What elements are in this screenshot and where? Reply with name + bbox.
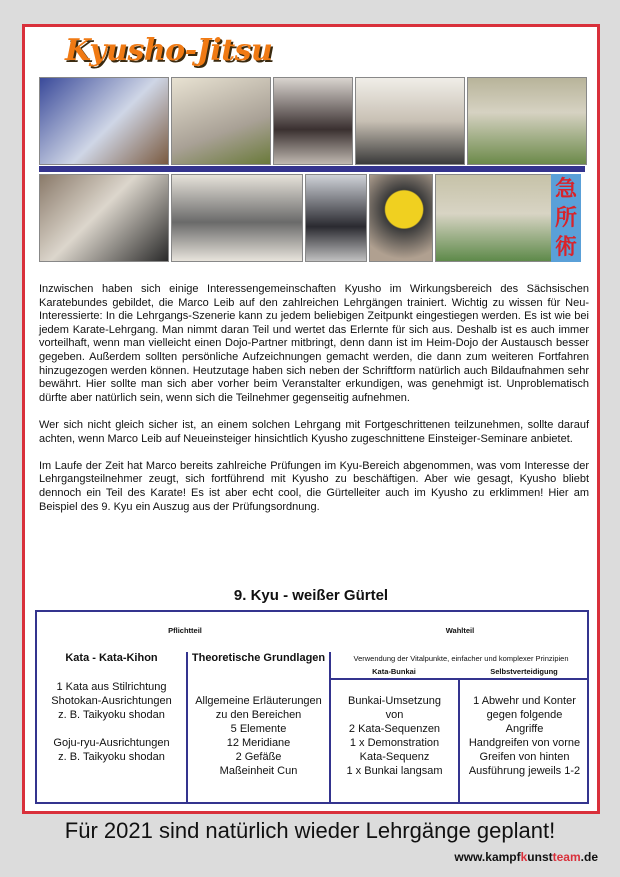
- kata-kihon-header: Kata - Kata-Kihon: [65, 652, 158, 664]
- photo-floor-technique: [355, 77, 465, 165]
- list-item: z. B. Taikyoku shodan: [58, 709, 165, 721]
- list-item: Angriffe: [505, 723, 544, 735]
- website-prefix: www.: [454, 850, 486, 864]
- list-item: z. B. Taikyoku shodan: [58, 751, 165, 763]
- list-item: 5 Elemente: [230, 723, 287, 735]
- kanji-2: 所: [554, 204, 577, 231]
- article-body: [39, 283, 589, 514]
- kata-kihon-list-b: [37, 736, 186, 764]
- photo-strip-bottom: [39, 174, 585, 262]
- flyer-page: [22, 24, 600, 814]
- pflichtteil-header: Pflichtteil: [168, 626, 202, 635]
- list-item: 1 Kata aus Stilrichtung: [56, 681, 167, 693]
- photo-yellow-pad: [369, 174, 433, 262]
- website-part-a: kampf: [485, 850, 521, 864]
- list-item: Kata-Sequenz: [359, 751, 430, 763]
- theorie-header: Theoretische Grundlagen: [191, 652, 326, 664]
- list-item: Handgreifen von vorne: [468, 737, 581, 749]
- photo-strip-top: [39, 77, 585, 165]
- kyusho-jitsu-logo: Kyusho-Jitsu: [65, 33, 273, 68]
- photo-hall-wide: [435, 174, 557, 262]
- photo-divider-bar: [39, 166, 585, 172]
- paragraph-2: Wer sich nicht gleich sicher ist, an einem solchen Lehrgang mit Fortgeschrittenen teilzunehmen, sollte darauf achten, wenn Marco Leib auf Neueinsteiger hinsichtlich Kyusho zugeschnittene Einsteiger-Seminare anbietet.: [39, 418, 589, 445]
- photo-tattoo-partners: [39, 174, 169, 262]
- website-part-b: k: [520, 850, 528, 864]
- kata-kihon-list-a: [37, 680, 186, 722]
- list-item: Shotokan-Ausrichtungen: [51, 695, 172, 707]
- photo-group-overview: [467, 77, 587, 165]
- table-divider: [329, 678, 587, 680]
- kanji-emblem: [551, 174, 581, 262]
- photo-ground-hold: [171, 174, 303, 262]
- wahlteil-subheader: Verwendung der Vitalpunkte, einfacher und komplexer Prinzipien: [353, 654, 569, 663]
- kata-bunkai-header: Kata-Bunkai: [372, 667, 416, 676]
- theorie-list: [188, 694, 329, 778]
- website-part-d: team: [552, 850, 581, 864]
- kata-bunkai-list: [331, 694, 458, 778]
- list-item: gegen folgende: [486, 709, 563, 721]
- website-link[interactable]: [454, 850, 598, 864]
- photo-standing-demo: [305, 174, 367, 262]
- exam-section-title: 9. Kyu - weißer Gürtel: [233, 587, 389, 604]
- list-item: 1 x Demonstration: [349, 737, 440, 749]
- photo-seminar-hall-1: [171, 77, 271, 165]
- selbstverteidigung-list: [460, 694, 589, 778]
- website-suffix: .de: [580, 850, 598, 864]
- list-item: Allgemeine Erläuterungen: [195, 695, 322, 707]
- list-item: 2 Kata-Sequenzen: [348, 723, 441, 735]
- selbstverteidigung-header: Selbstverteidigung: [490, 667, 558, 676]
- list-item: 1 x Bunkai langsam: [346, 765, 443, 777]
- list-item: Ausführung jeweils 1-2: [468, 765, 581, 777]
- list-item: 1 Abwehr und Konter: [473, 695, 576, 707]
- paragraph-1: Inzwischen haben sich einige Interessengemeinschaften Kyusho im Wirkungsbereich des Sächsischen Karatebundes gebildet, die Marco Leib auf den zahlreichen Lehrgängen trainiert. Wichtig zu wissen für Neu-Interessierte: In die Lehrgangs-Szenerie kann zu jedem beliebigen Zeitpunkt eingestiegen werden. Es ist wie bei jedem Karate-Lehrgang. Man nimmt daran Teil und wertet das Erlernte für sich aus. Deshalb ist es auch immer vorteilhaft, wenn man vielleicht einen Dojo-Partner mitbringt, denn dann ist im Heim-Dojo der Austausch besser gegeben. Außerdem sollten persönliche Aufzeichnungen gemacht werden, die dann zum weiteren Fortfahren hinzugezogen werden können. Heutzutage haben sich neben der Schriftform natürlich auch Bildaufnahmen sehr bewährt. Hier sollte man sich aber vorher beim Veranstalter erkundigen, was genehmigt ist. Unproblematisch dürfte aber natürlich sein, wenn sich die Teilnehmer gegenseitig aufnehmen.: [39, 283, 589, 404]
- website-part-c: unst: [527, 850, 553, 864]
- wahlteil-header: Wahlteil: [445, 626, 475, 635]
- list-item: Greifen von hinten: [479, 751, 570, 763]
- list-item: zu den Bereichen: [215, 709, 302, 721]
- list-item: Maßeinheit Cun: [219, 765, 298, 777]
- list-item: 2 Gefäße: [235, 751, 282, 763]
- kanji-3: 術: [554, 234, 577, 261]
- list-item: Bunkai-Umsetzung: [348, 695, 441, 707]
- paragraph-3: Im Laufe der Zeit hat Marco bereits zahlreiche Prüfungen im Kyu-Bereich abgenommen, was vom Interesse der Lehrgangsteilnehmer zeugt, sich fortführend mit Kyusho zu beschäftigen. Aber wie gesagt, Kyusho bliebt dennoch ein Teil des Karate! Es ist aber echt cool, die Gürtelleiter auch im Kyusho zu erklimmen! Hier am Beispiel des 9. Kyu ein Auszug aus der Prüfungsordnung.: [39, 459, 589, 513]
- kanji-1: 急: [554, 175, 577, 202]
- photo-partners-grip: [39, 77, 169, 165]
- list-item: von: [385, 709, 404, 721]
- exam-requirements-table: [35, 610, 589, 804]
- list-item: 12 Meridiane: [226, 737, 291, 749]
- photo-women-practice: [273, 77, 353, 165]
- seminar-tagline: Für 2021 sind natürlich wieder Lehrgänge geplant!: [64, 818, 556, 843]
- list-item: Goju-ryu-Ausrichtungen: [53, 737, 170, 749]
